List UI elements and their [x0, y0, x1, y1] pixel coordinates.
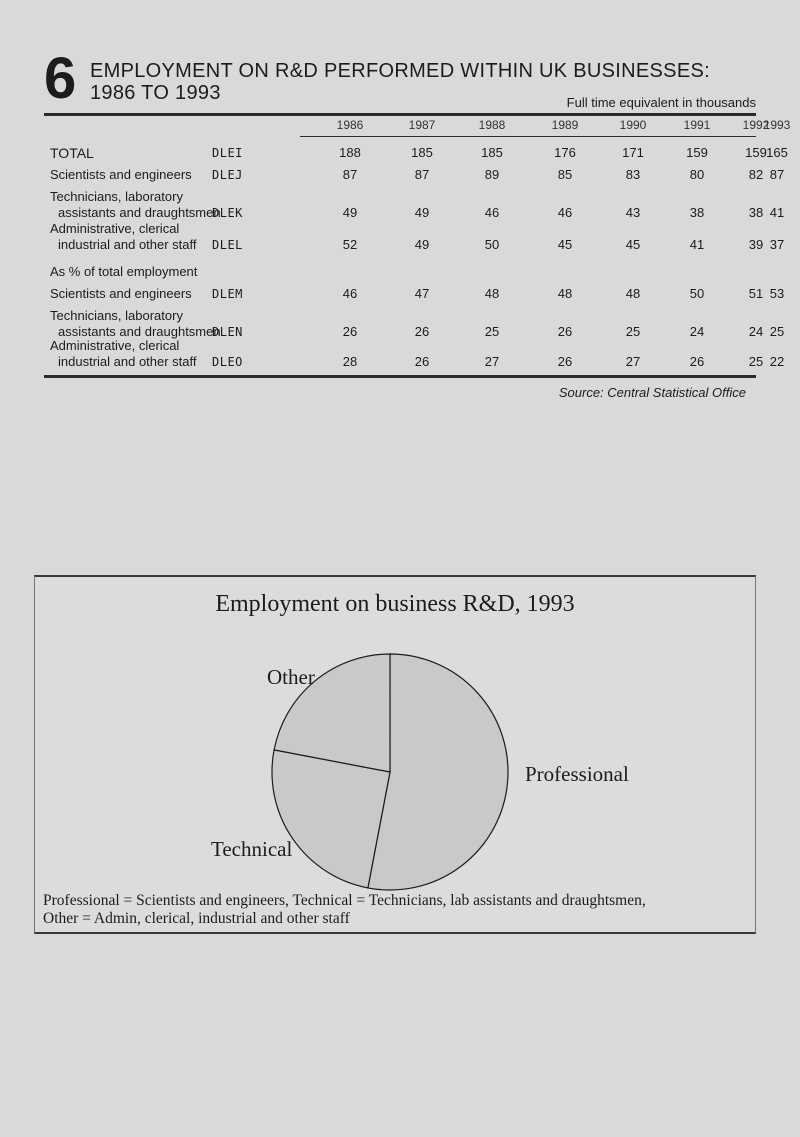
table-cell: 27: [625, 354, 641, 369]
year-header: 1989: [551, 118, 579, 132]
bottom-rule: [44, 375, 756, 378]
table-cell: 87: [769, 167, 785, 182]
table-cell: 51: [748, 286, 764, 301]
year-header: 1993: [763, 118, 791, 132]
row-label-line2: assistants and draughtsmen: [58, 205, 221, 220]
table-cell: 45: [625, 237, 641, 252]
page-title: EMPLOYMENT ON R&D PERFORMED WITHIN UK BUSINESSES:: [90, 60, 710, 82]
row-label: Scientists and engineers: [50, 167, 192, 182]
row-label: [50, 189, 221, 221]
table-cell: 89: [484, 167, 500, 182]
chart-title: Employment on business R&D, 1993: [215, 591, 575, 617]
table-cell: 26: [414, 324, 430, 339]
pie-label-professional: Professional: [525, 762, 629, 786]
table-cell: 49: [414, 237, 430, 252]
row-label-line2: industrial and other staff: [58, 354, 197, 369]
table-cell: 48: [625, 286, 641, 301]
year-header-row: [0, 118, 800, 134]
pie-slice-technical: [272, 750, 390, 888]
table-cell: 185: [411, 145, 433, 160]
table-cell: 188: [339, 145, 361, 160]
table-cell: 87: [414, 167, 430, 182]
table-cell: 37: [769, 237, 785, 252]
table-cell: 49: [342, 205, 358, 220]
pie-label-other: Other: [267, 665, 315, 689]
series-code: DLEK: [212, 206, 243, 220]
pie-chart: [35, 577, 753, 928]
table-cell: 38: [689, 205, 705, 220]
row-label-line2: assistants and draughtsmen: [58, 324, 221, 339]
row-label: [50, 308, 221, 340]
header-rule: [300, 136, 756, 137]
table-cell: 38: [748, 205, 764, 220]
series-code: DLEN: [212, 325, 243, 339]
table-cell: 80: [689, 167, 705, 182]
page-subtitle: 1986 TO 1993: [90, 82, 221, 104]
table-cell: 53: [769, 286, 785, 301]
series-code: DLEM: [212, 287, 243, 301]
table-cell: 46: [484, 205, 500, 220]
table-cell: 26: [414, 354, 430, 369]
table-cell: 159: [686, 145, 708, 160]
year-header: 1987: [408, 118, 436, 132]
table-cell: 39: [748, 237, 764, 252]
pie-label-technical: Technical: [211, 837, 293, 861]
chapter-number: 6: [44, 46, 77, 111]
row-label: Scientists and engineers: [50, 286, 192, 301]
section-heading: As % of total employment: [50, 264, 198, 279]
table-cell: 48: [557, 286, 573, 301]
chart-footnote-line1: Professional = Scientists and engineers, Technical = Technicians, lab assistants and draughtsmen,: [43, 892, 646, 909]
table-cell: 85: [557, 167, 573, 182]
table-cell: 25: [769, 324, 785, 339]
year-header: 1988: [478, 118, 506, 132]
table-cell: 185: [481, 145, 503, 160]
table-cell: 41: [769, 205, 785, 220]
row-label-line2: industrial and other staff: [58, 237, 197, 252]
row-label-line1: Technicians, laboratory: [50, 189, 183, 204]
chart-footnote-line2: Other = Admin, clerical, industrial and other staff: [43, 910, 350, 927]
table-cell: 26: [689, 354, 705, 369]
row-label: TOTAL: [50, 145, 94, 161]
table-cell: 46: [342, 286, 358, 301]
table-cell: 46: [557, 205, 573, 220]
table-cell: 171: [622, 145, 644, 160]
table-cell: 50: [689, 286, 705, 301]
table-cell: 26: [557, 354, 573, 369]
table-cell: 159: [745, 145, 767, 160]
table-cell: 48: [484, 286, 500, 301]
table-cell: 26: [342, 324, 358, 339]
table-cell: 41: [689, 237, 705, 252]
table-cell: 50: [484, 237, 500, 252]
series-code: DLEL: [212, 238, 243, 252]
series-code: DLEO: [212, 355, 243, 369]
table-cell: 25: [484, 324, 500, 339]
table-cell: 27: [484, 354, 500, 369]
source-note: Source: Central Statistical Office: [558, 385, 746, 400]
table-cell: 165: [766, 145, 788, 160]
table-cell: 45: [557, 237, 573, 252]
pie-chart-panel: [34, 575, 756, 934]
row-label-line1: Administrative, clerical: [50, 338, 180, 353]
table-cell: 83: [625, 167, 641, 182]
table-cell: 49: [414, 205, 430, 220]
table-cell: 176: [554, 145, 576, 160]
table-cell: 82: [748, 167, 764, 182]
table-cell: 25: [625, 324, 641, 339]
row-label: [50, 221, 197, 253]
year-header: 1990: [619, 118, 647, 132]
series-code: DLEI: [212, 146, 243, 160]
year-header: 1991: [683, 118, 711, 132]
table-cell: 47: [414, 286, 430, 301]
row-label: [50, 338, 197, 370]
table-cell: 22: [769, 354, 785, 369]
table-cell: 87: [342, 167, 358, 182]
units-note: Full time equivalent in thousands: [566, 95, 756, 110]
year-header: 1986: [336, 118, 364, 132]
table-cell: 28: [342, 354, 358, 369]
table-cell: 52: [342, 237, 358, 252]
row-label-line1: Administrative, clerical: [50, 221, 180, 236]
table-cell: 25: [748, 354, 764, 369]
table-cell: 24: [748, 324, 764, 339]
year-header: 1992: [742, 118, 770, 132]
table-cell: 43: [625, 205, 641, 220]
row-label-line1: Technicians, laboratory: [50, 308, 183, 323]
top-rule: [44, 113, 756, 116]
table-cell: 26: [557, 324, 573, 339]
table-cell: 24: [689, 324, 705, 339]
series-code: DLEJ: [212, 168, 243, 182]
